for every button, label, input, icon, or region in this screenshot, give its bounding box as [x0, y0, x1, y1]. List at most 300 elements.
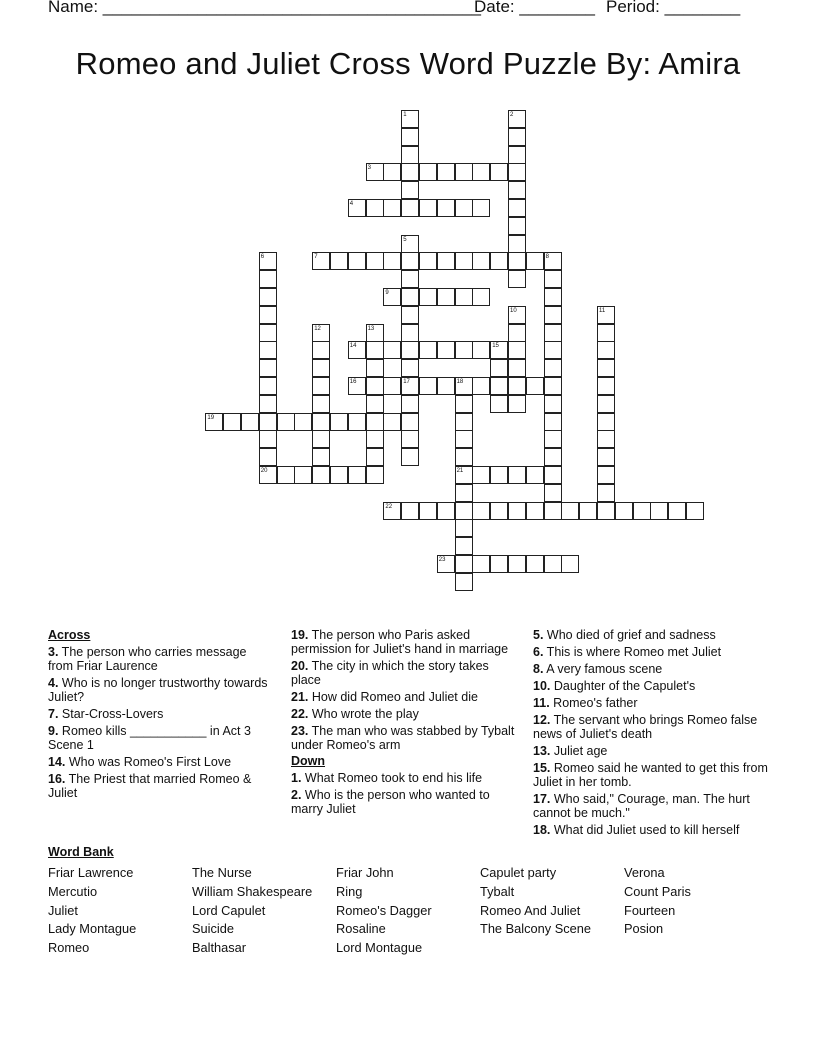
- crossword-cell[interactable]: [259, 341, 277, 359]
- crossword-cell[interactable]: [508, 395, 526, 413]
- crossword-cell[interactable]: [205, 413, 223, 431]
- crossword-cell[interactable]: [437, 341, 455, 359]
- crossword-cell[interactable]: [668, 502, 686, 520]
- word-bank-entry: Romeo: [48, 940, 90, 956]
- clues-column-2: [291, 628, 516, 819]
- crossword-cell[interactable]: [455, 377, 473, 395]
- crossword-cell[interactable]: [508, 306, 526, 324]
- crossword-cell[interactable]: [419, 341, 437, 359]
- down-clue-list: [291, 771, 516, 816]
- crossword-cell[interactable]: [419, 252, 437, 270]
- crossword-cell[interactable]: [526, 502, 544, 520]
- name-field-label[interactable]: Name: ________________________________________: [48, 0, 481, 16]
- crossword-cell[interactable]: [455, 341, 473, 359]
- clue-text: Who was Romeo's First Love: [65, 755, 232, 769]
- crossword-cell[interactable]: [401, 163, 419, 181]
- crossword-cell[interactable]: [294, 466, 312, 484]
- crossword-cell[interactable]: [348, 466, 366, 484]
- clue-number: 18.: [533, 823, 551, 837]
- crossword-cell[interactable]: [401, 430, 419, 448]
- crossword-cell[interactable]: [455, 430, 473, 448]
- crossword-cell[interactable]: [490, 466, 508, 484]
- cell-clue-number: 17: [403, 379, 410, 385]
- crossword-cell[interactable]: [259, 377, 277, 395]
- crossword-cell[interactable]: [526, 377, 544, 395]
- crossword-cell[interactable]: [508, 466, 526, 484]
- clue-item: [533, 792, 768, 820]
- crossword-cell[interactable]: [472, 502, 490, 520]
- crossword-cell[interactable]: [401, 502, 419, 520]
- word-bank-column: [624, 864, 691, 939]
- crossword-cell[interactable]: [330, 466, 348, 484]
- clue-item: [48, 645, 273, 673]
- crossword-cell[interactable]: [633, 502, 651, 520]
- crossword-cell[interactable]: [615, 502, 633, 520]
- crossword-cell[interactable]: [561, 555, 579, 573]
- clue-item: [291, 690, 516, 704]
- word-bank-entry: Mercutio: [48, 883, 98, 899]
- cell-clue-number: 13: [367, 325, 375, 332]
- crossword-cell[interactable]: [490, 252, 508, 270]
- crossword-cell[interactable]: [241, 413, 259, 431]
- cell-clue-number: 8: [545, 254, 549, 261]
- crossword-cell[interactable]: [383, 502, 401, 520]
- crossword-cell[interactable]: [686, 502, 704, 520]
- crossword-cell[interactable]: [366, 377, 384, 395]
- crossword-cell[interactable]: [383, 199, 401, 217]
- crossword-cell[interactable]: [312, 377, 330, 395]
- cell-clue-number: 18: [456, 379, 464, 385]
- crossword-cell[interactable]: [277, 466, 295, 484]
- clue-text: The person who Paris asked permission for Juliet's hand in marriage: [291, 628, 509, 656]
- clue-text: How did Romeo and Juliet die: [308, 690, 478, 704]
- crossword-cell[interactable]: [401, 128, 419, 146]
- crossword-cell[interactable]: [366, 359, 384, 377]
- crossword-cell[interactable]: [383, 341, 401, 359]
- crossword-cell[interactable]: [455, 288, 473, 306]
- crossword-cell[interactable]: [348, 377, 366, 395]
- clue-number: 7.: [48, 707, 59, 721]
- clue-item: [533, 628, 768, 642]
- clue-text: The man who was stabbed by Tybalt under Romeo's arm: [291, 724, 515, 752]
- crossword-cell[interactable]: [472, 288, 490, 306]
- clue-text: This is where Romeo met Juliet: [543, 645, 722, 659]
- cell-clue-number: 11: [599, 307, 606, 314]
- crossword-cell[interactable]: [366, 341, 384, 359]
- clue-item: [533, 696, 768, 710]
- clue-number: 3.: [48, 645, 59, 659]
- crossword-cell[interactable]: [330, 413, 348, 431]
- word-bank-heading: Word Bank: [48, 845, 114, 859]
- crossword-cell[interactable]: [597, 466, 615, 484]
- cell-clue-number: 21: [456, 468, 464, 474]
- crossword-cell[interactable]: [366, 163, 384, 181]
- crossword-cell[interactable]: [472, 199, 490, 217]
- crossword-cell[interactable]: [383, 252, 401, 270]
- crossword-cell[interactable]: [544, 430, 562, 448]
- crossword-cell[interactable]: [312, 413, 330, 431]
- crossword-cell[interactable]: [508, 199, 526, 217]
- clue-number: 4.: [48, 676, 59, 690]
- crossword-cell[interactable]: [437, 502, 455, 520]
- crossword-cell[interactable]: [597, 359, 615, 377]
- crossword-cell[interactable]: [401, 359, 419, 377]
- crossword-cell[interactable]: [490, 502, 508, 520]
- crossword-cell[interactable]: [455, 466, 473, 484]
- crossword-cell[interactable]: [597, 448, 615, 466]
- crossword-cell[interactable]: [508, 235, 526, 253]
- crossword-cell[interactable]: [383, 163, 401, 181]
- crossword-cell[interactable]: [455, 555, 473, 573]
- crossword-cell[interactable]: [259, 466, 277, 484]
- clue-item: [533, 761, 768, 789]
- crossword-cell[interactable]: [490, 163, 508, 181]
- crossword-cell[interactable]: [544, 484, 562, 502]
- crossword-cell[interactable]: [259, 270, 277, 288]
- clue-text: Daughter of the Capulet's: [550, 679, 696, 693]
- crossword-cell[interactable]: [490, 359, 508, 377]
- word-bank-entry: Posion: [624, 921, 664, 937]
- cell-clue-number: 2: [510, 112, 514, 118]
- word-bank-entry: Capulet party: [480, 865, 557, 880]
- crossword-cell[interactable]: [597, 413, 615, 431]
- crossword-cell[interactable]: [455, 395, 473, 413]
- crossword-cell[interactable]: [455, 252, 473, 270]
- crossword-cell[interactable]: [383, 413, 401, 431]
- clue-number: 10.: [533, 679, 551, 693]
- crossword-cell[interactable]: [544, 324, 562, 342]
- crossword-cell[interactable]: [259, 359, 277, 377]
- word-bank-column: [192, 864, 312, 958]
- crossword-cell[interactable]: [348, 199, 366, 217]
- clue-item: [533, 662, 768, 676]
- crossword-cell[interactable]: [401, 110, 419, 128]
- word-bank-entry: Tybalt: [480, 883, 515, 899]
- crossword-cell[interactable]: [401, 413, 419, 431]
- cell-clue-number: 14: [349, 343, 357, 350]
- clue-text: Who died of grief and sadness: [543, 628, 716, 642]
- clue-number: 9.: [48, 724, 59, 738]
- crossword-cell[interactable]: [544, 288, 562, 306]
- clue-item: [291, 628, 516, 656]
- clue-text: The city in which the story takes place: [291, 659, 489, 687]
- date-field-label[interactable]: Date: ________: [474, 0, 595, 16]
- crossword-cell[interactable]: [366, 448, 384, 466]
- crossword-cell[interactable]: [312, 252, 330, 270]
- clue-number: 5.: [533, 628, 544, 642]
- cell-clue-number: 19: [207, 414, 215, 421]
- crossword-cell[interactable]: [544, 270, 562, 288]
- clues-column-1: [48, 628, 273, 803]
- crossword-cell[interactable]: [455, 519, 473, 537]
- crossword-cell[interactable]: [544, 448, 562, 466]
- crossword-cell[interactable]: [401, 235, 419, 253]
- cell-clue-number: 5: [403, 236, 407, 243]
- crossword-cell[interactable]: [526, 555, 544, 573]
- crossword-cell[interactable]: [472, 555, 490, 573]
- word-bank-entry: Count Paris: [624, 883, 691, 899]
- crossword-cell[interactable]: [437, 288, 455, 306]
- crossword-cell[interactable]: [366, 413, 384, 431]
- cell-clue-number: 3: [367, 165, 371, 172]
- crossword-cell[interactable]: [277, 413, 295, 431]
- crossword-cell[interactable]: [312, 341, 330, 359]
- crossword-cell[interactable]: [597, 324, 615, 342]
- crossword-cell[interactable]: [490, 395, 508, 413]
- crossword-cell[interactable]: [508, 146, 526, 164]
- clue-number: 22.: [291, 707, 309, 721]
- crossword-cell[interactable]: [312, 448, 330, 466]
- crossword-cell[interactable]: [401, 324, 419, 342]
- crossword-cell[interactable]: [401, 252, 419, 270]
- crossword-cell[interactable]: [401, 377, 419, 395]
- word-bank-entry: Juliet: [48, 902, 78, 918]
- crossword-cell[interactable]: [490, 377, 508, 395]
- clue-number: 6.: [533, 645, 544, 659]
- crossword-cell[interactable]: [330, 252, 348, 270]
- crossword-cell[interactable]: [401, 448, 419, 466]
- crossword-cell[interactable]: [472, 377, 490, 395]
- word-bank-entry: Lord Capulet: [192, 902, 266, 918]
- crossword-cell[interactable]: [312, 359, 330, 377]
- cell-clue-number: 12: [314, 325, 321, 332]
- crossword-cell[interactable]: [579, 502, 597, 520]
- clues-column-3: [533, 628, 768, 840]
- crossword-cell[interactable]: [508, 502, 526, 520]
- crossword-cell[interactable]: [490, 341, 508, 359]
- crossword-cell[interactable]: [348, 252, 366, 270]
- clue-text: Romeo kills ___________ in Act 3 Scene 1: [48, 724, 251, 752]
- crossword-cell[interactable]: [472, 341, 490, 359]
- crossword-cell[interactable]: [455, 413, 473, 431]
- crossword-cell[interactable]: [597, 377, 615, 395]
- crossword-cell[interactable]: [597, 484, 615, 502]
- clue-number: 15.: [533, 761, 551, 775]
- clue-text: The person who carries message from Friar Laurence: [48, 645, 247, 673]
- crossword-cell[interactable]: [259, 288, 277, 306]
- word-bank-entry: Fourteen: [624, 902, 676, 918]
- clue-text: Romeo said he wanted to get this from Juliet in her tomb.: [533, 761, 768, 789]
- crossword-cell[interactable]: [383, 288, 401, 306]
- crossword-cell[interactable]: [508, 555, 526, 573]
- crossword-cell[interactable]: [419, 288, 437, 306]
- crossword-cell[interactable]: [472, 163, 490, 181]
- crossword-cell[interactable]: [419, 199, 437, 217]
- crossword-cell[interactable]: [455, 502, 473, 520]
- cell-clue-number: 22: [385, 503, 393, 510]
- crossword-cell[interactable]: [401, 306, 419, 324]
- crossword-cell[interactable]: [259, 306, 277, 324]
- crossword-cell[interactable]: [401, 181, 419, 199]
- period-field-label[interactable]: Period: ________: [606, 0, 741, 16]
- crossword-cell[interactable]: [437, 252, 455, 270]
- crossword-cell[interactable]: [312, 324, 330, 342]
- crossword-cell[interactable]: [650, 502, 668, 520]
- crossword-cell[interactable]: [366, 430, 384, 448]
- crossword-cell[interactable]: [472, 466, 490, 484]
- crossword-cell[interactable]: [508, 324, 526, 342]
- crossword-cell[interactable]: [259, 413, 277, 431]
- crossword-cell[interactable]: [383, 377, 401, 395]
- crossword-cell[interactable]: [437, 377, 455, 395]
- clue-text: What did Juliet used to kill herself: [550, 823, 740, 837]
- cell-clue-number: 6: [260, 254, 265, 261]
- crossword-cell[interactable]: [508, 270, 526, 288]
- clue-number: 11.: [533, 696, 550, 710]
- crossword-cell[interactable]: [490, 555, 508, 573]
- crossword-cell[interactable]: [259, 448, 277, 466]
- clue-number: 2.: [291, 788, 302, 802]
- crossword-cell[interactable]: [366, 466, 384, 484]
- crossword-cell[interactable]: [526, 252, 544, 270]
- clue-number: 21.: [291, 690, 309, 704]
- clue-number: 13.: [533, 744, 551, 758]
- crossword-cell[interactable]: [597, 502, 615, 520]
- crossword-cell[interactable]: [508, 110, 526, 128]
- crossword-cell[interactable]: [312, 395, 330, 413]
- clue-number: 20.: [291, 659, 309, 673]
- clue-number: 23.: [291, 724, 309, 738]
- crossword-cell[interactable]: [544, 395, 562, 413]
- cell-clue-number: 23: [438, 557, 446, 563]
- across-clue-list-continued: [291, 628, 516, 752]
- crossword-cell[interactable]: [348, 413, 366, 431]
- crossword-cell[interactable]: [526, 466, 544, 484]
- word-bank-entry: Romeo's Dagger: [336, 902, 432, 918]
- crossword-cell[interactable]: [544, 377, 562, 395]
- crossword-cell[interactable]: [366, 252, 384, 270]
- crossword-cell[interactable]: [419, 502, 437, 520]
- word-bank-entry: Romeo And Juliet: [480, 902, 581, 918]
- crossword-cell[interactable]: [508, 163, 526, 181]
- crossword-cell[interactable]: [508, 128, 526, 146]
- clue-text: Who is the person who wanted to marry Juliet: [291, 788, 490, 816]
- crossword-cell[interactable]: [597, 430, 615, 448]
- crossword-cell[interactable]: [508, 217, 526, 235]
- crossword-cell[interactable]: [544, 502, 562, 520]
- crossword-cell[interactable]: [455, 484, 473, 502]
- crossword-cell[interactable]: [508, 377, 526, 395]
- page-title: Romeo and Juliet Cross Word Puzzle By: Amira: [75, 46, 741, 81]
- crossword-cell[interactable]: [312, 466, 330, 484]
- crossword-cell[interactable]: [366, 324, 384, 342]
- crossword-cell[interactable]: [419, 163, 437, 181]
- crossword-cell[interactable]: [508, 181, 526, 199]
- clue-text: What Romeo took to end his life: [301, 771, 483, 785]
- crossword-cell[interactable]: [401, 395, 419, 413]
- crossword-cell[interactable]: [455, 163, 473, 181]
- crossword-cell[interactable]: [401, 341, 419, 359]
- crossword-cell[interactable]: [401, 288, 419, 306]
- crossword-cell[interactable]: [366, 395, 384, 413]
- crossword-cell[interactable]: [401, 199, 419, 217]
- crossword-cell[interactable]: [312, 430, 330, 448]
- across-heading: Across: [48, 628, 91, 642]
- word-bank-column: [336, 864, 432, 958]
- crossword-cell[interactable]: [597, 341, 615, 359]
- crossword-cell[interactable]: [544, 341, 562, 359]
- crossword-cell[interactable]: [259, 252, 277, 270]
- clue-item: [48, 676, 273, 704]
- clue-item: [533, 823, 768, 837]
- clue-number: 19.: [291, 628, 309, 642]
- crossword-cell[interactable]: [455, 199, 473, 217]
- crossword-cell[interactable]: [401, 146, 419, 164]
- crossword-cell[interactable]: [419, 377, 437, 395]
- word-bank-entry: The Nurse: [192, 865, 252, 880]
- word-bank-entry: Suicide: [192, 921, 234, 937]
- crossword-cell[interactable]: [455, 448, 473, 466]
- cell-clue-number: 20: [260, 468, 268, 474]
- down-clue-list-continued: [533, 628, 768, 837]
- crossword-cell[interactable]: [437, 555, 455, 573]
- clue-item: [291, 659, 516, 687]
- crossword-cell[interactable]: [455, 537, 473, 555]
- crossword-cell[interactable]: [259, 324, 277, 342]
- clue-text: A very famous scene: [543, 662, 663, 676]
- crossword-cell[interactable]: [544, 252, 562, 270]
- clue-item: [48, 755, 273, 769]
- crossword-cell[interactable]: [259, 430, 277, 448]
- crossword-cell[interactable]: [437, 163, 455, 181]
- word-bank-entry: The Balcony Scene: [480, 921, 591, 937]
- across-clue-list: [48, 645, 273, 800]
- crossword-cell[interactable]: [544, 359, 562, 377]
- word-bank-entry: Friar John: [336, 865, 394, 880]
- crossword-cell[interactable]: [508, 341, 526, 359]
- clue-number: 17.: [533, 792, 551, 806]
- crossword-cell[interactable]: [544, 413, 562, 431]
- clue-number: 16.: [48, 772, 66, 786]
- clue-text: Who is no longer trustworthy towards Juliet?: [48, 676, 268, 704]
- crossword-cell[interactable]: [508, 252, 526, 270]
- crossword-cell[interactable]: [544, 555, 562, 573]
- crossword-cell[interactable]: [437, 199, 455, 217]
- word-bank-entry: Rosaline: [336, 921, 386, 937]
- word-bank-column: [48, 864, 136, 958]
- crossword-cell[interactable]: [401, 270, 419, 288]
- cell-clue-number: 7: [314, 254, 318, 261]
- word-bank-entry: William Shakespeare: [192, 883, 313, 899]
- crossword-cell[interactable]: [561, 502, 579, 520]
- crossword-cell[interactable]: [544, 306, 562, 324]
- crossword-cell[interactable]: [472, 252, 490, 270]
- crossword-cell[interactable]: [294, 413, 312, 431]
- word-bank-entry: Verona: [624, 865, 665, 880]
- clue-item: [533, 713, 768, 741]
- crossword-cell[interactable]: [259, 395, 277, 413]
- word-bank-entry: Friar Lawrence: [48, 865, 134, 880]
- crossword-cell[interactable]: [544, 466, 562, 484]
- clue-item: [48, 724, 273, 752]
- clue-text: The Priest that married Romeo & Juliet: [48, 772, 252, 800]
- crossword-cell[interactable]: [366, 199, 384, 217]
- word-bank-entry: Balthasar: [192, 940, 247, 956]
- cell-clue-number: 4: [349, 201, 354, 207]
- crossword-cell[interactable]: [597, 306, 615, 324]
- crossword-cell[interactable]: [223, 413, 241, 431]
- cell-clue-number: 16: [349, 379, 357, 385]
- crossword-cell[interactable]: [455, 573, 473, 591]
- clue-number: 14.: [48, 755, 66, 769]
- cell-clue-number: 1: [403, 112, 407, 118]
- crossword-cell[interactable]: [348, 341, 366, 359]
- crossword-cell[interactable]: [508, 359, 526, 377]
- word-bank-entry: Ring: [336, 883, 363, 899]
- crossword-cell[interactable]: [597, 395, 615, 413]
- word-bank-column: [480, 864, 591, 939]
- clue-item: [291, 771, 516, 785]
